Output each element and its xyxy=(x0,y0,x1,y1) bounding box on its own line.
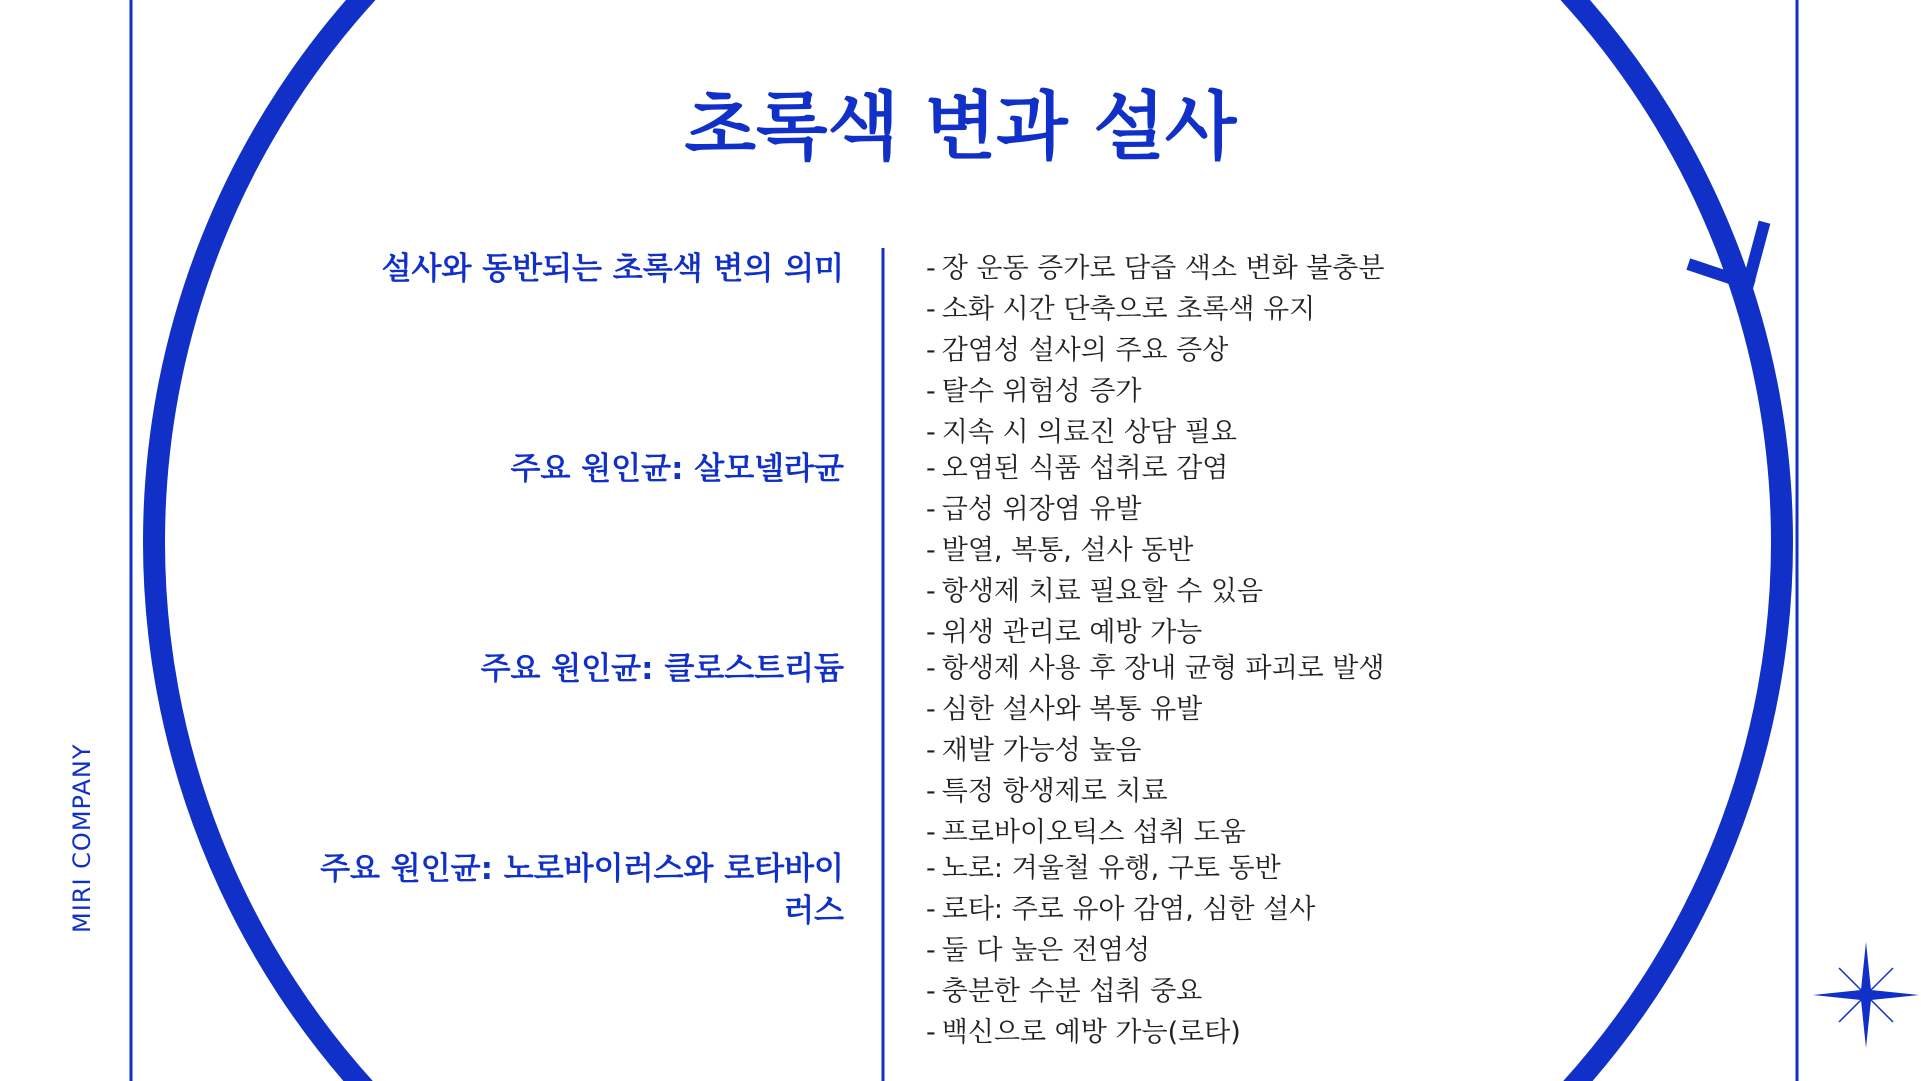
bullet-text: 프로바이오틱스 섭취 도움 xyxy=(941,817,1246,848)
bullet-text: 탈수 위험성 증가 xyxy=(941,376,1142,407)
list-item xyxy=(926,730,1384,771)
bullet-dash: - xyxy=(926,576,936,607)
bullet-list-3 xyxy=(926,648,1384,853)
bullet-dash: - xyxy=(926,653,936,684)
list-item xyxy=(926,571,1263,612)
slide-title: 초록색 변과 설사 xyxy=(684,84,1237,170)
bullet-text: 특정 항생제로 치료 xyxy=(941,776,1168,807)
brand-label: MIRI COMPANY xyxy=(68,743,96,933)
list-item xyxy=(926,930,1315,971)
bullet-text: 심한 설사와 복통 유발 xyxy=(941,694,1203,725)
bullet-text: 충분한 수분 섭취 중요 xyxy=(941,976,1203,1007)
list-item xyxy=(926,689,1384,730)
bullet-text: 항생제 치료 필요할 수 있음 xyxy=(941,576,1263,607)
list-item xyxy=(926,412,1384,453)
list-item xyxy=(926,448,1263,489)
bullet-list-2 xyxy=(926,448,1263,653)
bullet-list-1 xyxy=(926,248,1384,453)
list-item xyxy=(926,330,1384,371)
list-item xyxy=(926,289,1384,330)
bullet-text: 소화 시간 단축으로 초록색 유지 xyxy=(941,294,1316,325)
bullet-text: 로타: 주로 유아 감염, 심한 설사 xyxy=(941,894,1316,925)
bullet-dash: - xyxy=(926,1017,936,1048)
section-heading-1: 설사와 동반되는 초록색 변의 의미 xyxy=(381,251,844,287)
section-heading-3: 주요 원인균: 클로스트리듐 xyxy=(480,651,844,687)
bullet-dash: - xyxy=(926,335,936,366)
bullet-dash: - xyxy=(926,776,936,807)
bullet-dash: - xyxy=(926,935,936,966)
bullet-list-4 xyxy=(926,848,1315,1053)
list-item xyxy=(926,889,1315,930)
bullet-dash: - xyxy=(926,453,936,484)
bullet-text: 위생 관리로 예방 가능 xyxy=(941,617,1203,648)
bullet-text: 둘 다 높은 전염성 xyxy=(941,935,1151,966)
bullet-text: 급성 위장염 유발 xyxy=(941,494,1142,525)
list-item xyxy=(926,648,1384,689)
bullet-text: 감염성 설사의 주요 증상 xyxy=(941,335,1229,366)
bullet-text: 오염된 식품 섭취로 감염 xyxy=(941,453,1229,484)
list-item xyxy=(926,771,1384,812)
bullet-text: 발열, 복통, 설사 동반 xyxy=(941,535,1194,566)
bullet-dash: - xyxy=(926,535,936,566)
list-item xyxy=(926,612,1263,653)
bullet-text: 항생제 사용 후 장내 균형 파괴로 발생 xyxy=(941,653,1385,684)
list-item xyxy=(926,971,1315,1012)
bullet-dash: - xyxy=(926,417,936,448)
list-item xyxy=(926,848,1315,889)
bullet-dash: - xyxy=(926,494,936,525)
bullet-dash: - xyxy=(926,817,936,848)
list-item xyxy=(926,812,1384,853)
bullet-text: 지속 시 의료진 상담 필요 xyxy=(941,417,1237,448)
bullet-text: 노로: 겨울철 유행, 구토 동반 xyxy=(941,853,1281,884)
bullet-dash: - xyxy=(926,894,936,925)
section-heading-2: 주요 원인균: 살모넬라균 xyxy=(510,451,844,487)
bullet-dash: - xyxy=(926,617,936,648)
bullet-text: 백신으로 예방 가능(로타) xyxy=(941,1017,1241,1048)
list-item xyxy=(926,1012,1315,1053)
list-item xyxy=(926,530,1263,571)
bullet-text: 재발 가능성 높음 xyxy=(941,735,1142,766)
bullet-dash: - xyxy=(926,376,936,407)
sparkle-star-icon xyxy=(1813,942,1919,1048)
list-item xyxy=(926,371,1384,412)
list-item xyxy=(926,248,1384,289)
bullet-dash: - xyxy=(926,694,936,725)
bullet-text: 장 운동 증가로 담즙 색소 변화 불충분 xyxy=(941,253,1385,284)
section-heading-4: 주요 원인균: 노로바이러스와 로타바이러스 xyxy=(320,851,844,929)
bullet-dash: - xyxy=(926,976,936,1007)
list-item xyxy=(926,489,1263,530)
bullet-dash: - xyxy=(926,253,936,284)
bullet-dash: - xyxy=(926,853,936,884)
bullet-dash: - xyxy=(926,735,936,766)
bullet-dash: - xyxy=(926,294,936,325)
